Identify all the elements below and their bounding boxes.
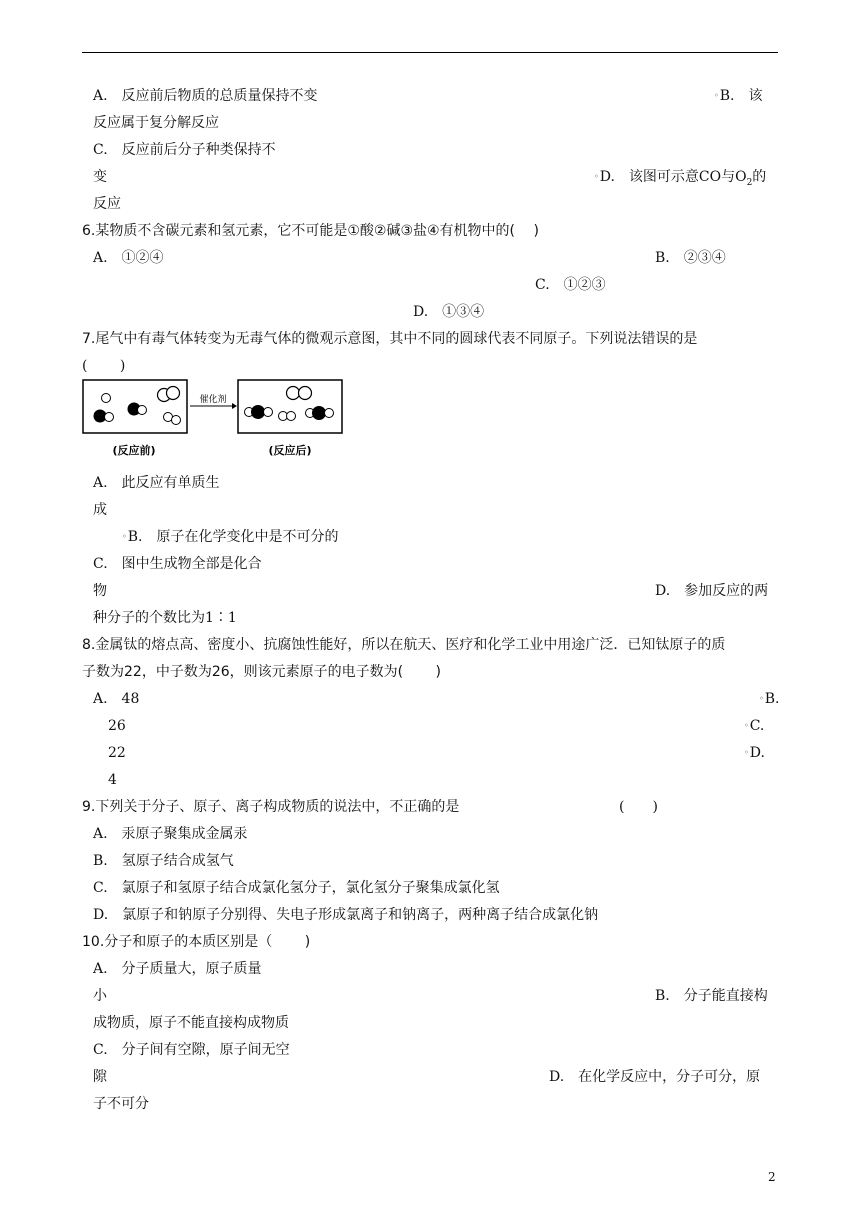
q8-option-b — [759, 689, 779, 709]
option-marker: ◦ — [744, 721, 749, 730]
reaction-arrow-head — [232, 403, 237, 409]
catalyst-label: 催化剂 — [199, 395, 227, 405]
q8-option-c — [744, 716, 764, 736]
atom-small-white — [105, 413, 114, 422]
before-caption: (反应前) — [112, 444, 156, 457]
q7-option-d: D. 参加反应的两 — [655, 583, 769, 599]
q7-option-b-text: B. 原子在化学变化中是不可分的 — [127, 529, 339, 545]
atom-small-white — [325, 409, 334, 418]
q8-option-d — [744, 743, 765, 763]
q5-option-d-continued: 反应 — [93, 196, 121, 212]
q9-stem: 9.下列关于分子、原子、离子构成物质的说法中，不正确的是 — [82, 799, 460, 815]
q6-option-a: A. ①②④ — [93, 250, 164, 266]
q8-option-b-letter: B. — [764, 691, 780, 707]
q10-option-d-continued: 子不可分 — [93, 1096, 149, 1112]
q10-option-c-continued: 隙 — [93, 1069, 107, 1085]
header-rule — [82, 52, 778, 53]
q5-option-b-text: B. 该 — [719, 88, 763, 104]
q5-option-d-text: D. 该图可示意CO与O — [599, 169, 747, 185]
q8-option-a: A. 48 — [93, 691, 140, 707]
q10-option-a-continued: 小 — [93, 988, 107, 1004]
q5-option-c-continued: 变 — [93, 169, 107, 185]
q5-option-b-continued: 反应属于复分解反应 — [93, 115, 219, 131]
q10-option-d: D. 在化学反应中，分子可分，原 — [549, 1069, 761, 1085]
q7-stem: 7.尾气中有毒气体转变为无毒气体的微观示意图，其中不同的圆球代表不同原子。下列说法错误的是 — [82, 331, 698, 347]
reaction-microscopic-diagram — [82, 379, 344, 461]
q10-stem: 10.分子和原子的本质区别是（ ) — [82, 934, 311, 950]
q5-option-b — [714, 86, 762, 106]
q9-option-b: B. 氢原子结合成氢气 — [93, 853, 234, 869]
atom-large-white — [167, 387, 180, 400]
option-marker: ◦ — [744, 748, 749, 757]
q10-option-c: C. 分子间有空隙，原子间无空 — [93, 1042, 290, 1058]
q8-option-d-letter: D. — [749, 745, 765, 761]
q7-option-a: A. 此反应有单质生 — [93, 475, 220, 491]
after-caption: (反应后) — [268, 444, 312, 457]
q7-option-c: C. 图中生成物全部是化合 — [93, 556, 262, 572]
q9-paren: ( ) — [619, 799, 658, 815]
option-marker: ◦ — [122, 532, 127, 541]
option-marker: ◦ — [759, 694, 764, 703]
q6-option-b: B. ②③④ — [655, 250, 726, 266]
atom-small-white — [264, 408, 273, 417]
q9-option-d: D. 氯原子和钠原子分别得、失电子形成氯离子和钠离子，两种离子结合成氯化钠 — [93, 907, 599, 923]
q5-option-d-suffix: 的 — [752, 169, 767, 185]
page-number: 2 — [768, 1170, 776, 1184]
q7-option-d-continued: 种分子的个数比为1∶1 — [93, 610, 237, 626]
q10-option-b: B. 分子能直接构 — [655, 988, 768, 1004]
q5-option-d-subscript: 2 — [746, 177, 753, 188]
q7-option-b — [122, 527, 338, 547]
q9-option-a: A. 汞原子聚集成金属汞 — [93, 826, 248, 842]
atom-black — [251, 405, 265, 419]
atom-large-white — [287, 387, 300, 400]
q7-paren: ( ) — [82, 358, 126, 374]
atom-large-white — [299, 387, 312, 400]
q6-option-c: C. ①②③ — [535, 277, 606, 293]
q5-option-d — [594, 167, 766, 193]
atom-small-white — [138, 406, 147, 415]
q8-option-c-value: 22 — [108, 745, 126, 761]
atom-small-white — [287, 412, 296, 421]
option-marker: ◦ — [594, 172, 599, 181]
q7-option-c-continued: 物 — [93, 583, 107, 599]
q6-option-d: D. ①③④ — [413, 304, 485, 320]
option-marker: ◦ — [714, 91, 719, 100]
q9-option-c: C. 氯原子和氢原子结合成氯化氢分子，氯化氢分子聚集成氯化氢 — [93, 880, 500, 896]
atom-small-white — [102, 394, 111, 403]
atom-small-white — [172, 416, 181, 425]
q8-option-b-value: 26 — [108, 718, 126, 734]
q8-option-c-letter: C. — [749, 718, 765, 734]
q8-stem-line1: 8.金属钛的熔点高、密度小、抗腐蚀性能好，所以在航天、医疗和化学工业中用途广泛．已知钛原子的质 — [82, 637, 726, 653]
q10-option-b-continued: 成物质，原子不能直接构成物质 — [93, 1015, 289, 1031]
q5-option-c: C. 反应前后分子种类保持不 — [93, 142, 276, 158]
q8-stem-line2: 子数为22，中子数为26，则该元素原子的电子数为( ) — [82, 664, 442, 680]
q8-option-d-value: 4 — [108, 772, 117, 788]
q7-option-a-continued: 成 — [93, 502, 107, 518]
atom-black — [312, 406, 326, 420]
q5-option-a: A. 反应前后物质的总质量保持不变 — [93, 88, 318, 104]
q6-stem: 6.某物质不含碳元素和氢元素，它不可能是①酸②碱③盐④有机物中的( ) — [82, 223, 539, 239]
q10-option-a: A. 分子质量大，原子质量 — [93, 961, 262, 977]
